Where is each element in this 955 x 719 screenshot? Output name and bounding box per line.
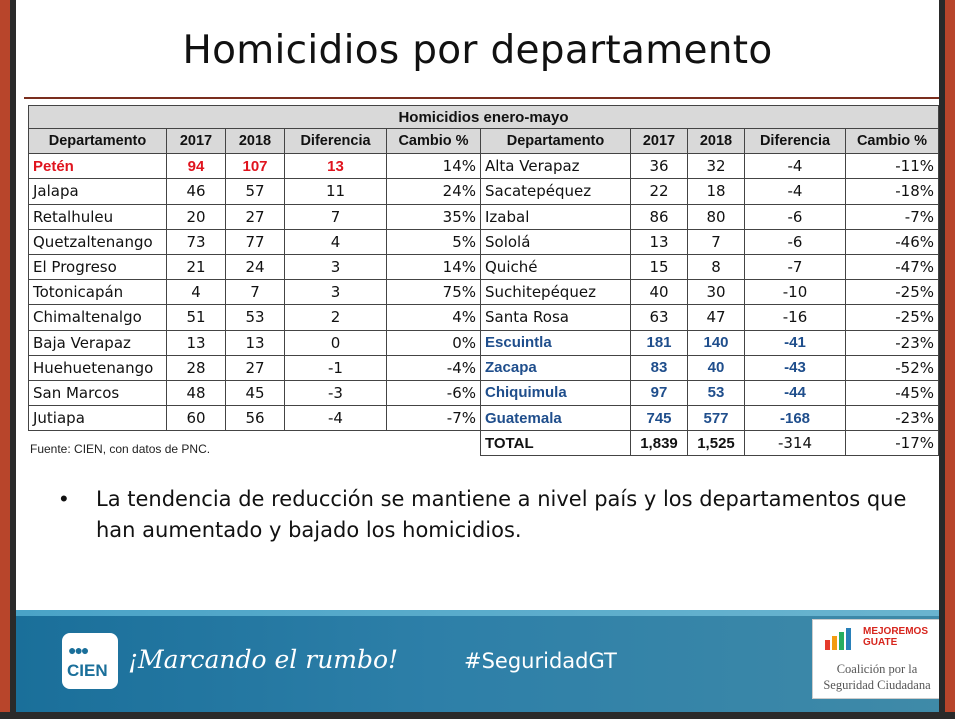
cell-diferencia: 11 xyxy=(285,179,387,204)
total-cell-cambio: -17% xyxy=(846,431,939,456)
cell-2017: 83 xyxy=(631,355,688,380)
table-row xyxy=(29,355,939,380)
table-body xyxy=(29,154,939,456)
cell-departamento: Guatemala xyxy=(481,406,631,431)
cell-departamento: Santa Rosa xyxy=(481,305,631,330)
cell-2018: 577 xyxy=(688,406,745,431)
cell-2017: 97 xyxy=(631,380,688,405)
cell-departamento: Chiquimula xyxy=(481,380,631,405)
table-caption: Homicidios enero-mayo xyxy=(29,106,939,129)
header-2018: 2018 xyxy=(226,129,285,154)
cell-diferencia: 2 xyxy=(285,305,387,330)
cell-2017: 15 xyxy=(631,254,688,279)
cell-departamento: Zacapa xyxy=(481,355,631,380)
table-row xyxy=(29,330,939,355)
cell-2017: 46 xyxy=(167,179,226,204)
partner-text-line2: Seguridad Ciudadana xyxy=(823,678,931,692)
cell-cambio: 14% xyxy=(387,154,481,179)
header-cambio: Cambio % xyxy=(846,129,939,154)
bullet-marker: • xyxy=(60,486,68,511)
cell-2018: 53 xyxy=(688,380,745,405)
cell-cambio: -7% xyxy=(387,406,481,431)
cell-2018: 40 xyxy=(688,355,745,380)
cell-2018: 45 xyxy=(226,380,285,405)
footer-hashtag: #SeguridadGT xyxy=(464,649,617,673)
cell-diferencia: -43 xyxy=(745,355,846,380)
table-row xyxy=(29,406,939,431)
cell-2017: 4 xyxy=(167,280,226,305)
total-cell-2018: 1,525 xyxy=(688,431,745,456)
header-diferencia: Diferencia xyxy=(745,129,846,154)
cell-departamento: Petén xyxy=(29,154,167,179)
cell-2017: 745 xyxy=(631,406,688,431)
cell-diferencia: 3 xyxy=(285,280,387,305)
cell-2018: 24 xyxy=(226,254,285,279)
cell-cambio: -18% xyxy=(846,179,939,204)
cell-departamento: Retalhuleu xyxy=(29,204,167,229)
title-divider xyxy=(24,97,939,99)
cell-diferencia: -6 xyxy=(745,204,846,229)
cell-2017: 20 xyxy=(167,204,226,229)
bullet-text: La tendencia de reducción se mantiene a nivel país y los departamentos que han aumentado y bajado los homicidios. xyxy=(96,487,907,542)
cell-departamento: Sacatepéquez xyxy=(481,179,631,204)
cell-diferencia: -7 xyxy=(745,254,846,279)
header-departamento: Departamento xyxy=(29,129,167,154)
cell-diferencia: -16 xyxy=(745,305,846,330)
cell-departamento: Quiché xyxy=(481,254,631,279)
cien-logo xyxy=(62,633,118,689)
cell-2018: 27 xyxy=(226,355,285,380)
slide-bottom-shadow xyxy=(0,712,955,719)
cell-2018: 56 xyxy=(226,406,285,431)
cell-cambio: 5% xyxy=(387,229,481,254)
cell-diferencia: -4 xyxy=(285,406,387,431)
cell-2018: 107 xyxy=(226,154,285,179)
cell-departamento: Izabal xyxy=(481,204,631,229)
cell-cambio: -45% xyxy=(846,380,939,405)
cell-departamento: Sololá xyxy=(481,229,631,254)
cell-diferencia: 13 xyxy=(285,154,387,179)
cell-2017: 40 xyxy=(631,280,688,305)
cell-cambio: -25% xyxy=(846,305,939,330)
cell-2017: 13 xyxy=(167,330,226,355)
cell-cambio: 35% xyxy=(387,204,481,229)
table-row xyxy=(29,154,939,179)
header-2017: 2017 xyxy=(631,129,688,154)
cell-2018: 77 xyxy=(226,229,285,254)
mejoremos-guate-icon xyxy=(823,626,859,652)
cell-2018: 7 xyxy=(226,280,285,305)
cell-diferencia: 4 xyxy=(285,229,387,254)
cell-2017: 181 xyxy=(631,330,688,355)
blank-cell xyxy=(226,431,285,456)
cell-2018: 13 xyxy=(226,330,285,355)
cell-departamento: Huehuetenango xyxy=(29,355,167,380)
cell-diferencia: -3 xyxy=(285,380,387,405)
cell-2018: 47 xyxy=(688,305,745,330)
table-row xyxy=(29,305,939,330)
header-2018: 2018 xyxy=(688,129,745,154)
cell-diferencia: 3 xyxy=(285,254,387,279)
partner-brand-line2: GUATE xyxy=(863,637,898,648)
cell-cambio: 4% xyxy=(387,305,481,330)
cell-2018: 27 xyxy=(226,204,285,229)
cell-2018: 8 xyxy=(688,254,745,279)
cell-cambio: -23% xyxy=(846,330,939,355)
partner-logo xyxy=(812,619,939,699)
cell-diferencia: -4 xyxy=(745,179,846,204)
cien-logo-dots-icon: ●●● xyxy=(68,642,88,658)
cell-cambio: -52% xyxy=(846,355,939,380)
table-row xyxy=(29,179,939,204)
cell-diferencia: 0 xyxy=(285,330,387,355)
cell-departamento: Quetzaltenango xyxy=(29,229,167,254)
table-row xyxy=(29,204,939,229)
cell-2018: 140 xyxy=(688,330,745,355)
header-2017: 2017 xyxy=(167,129,226,154)
cell-departamento: Suchitepéquez xyxy=(481,280,631,305)
cell-cambio: -4% xyxy=(387,355,481,380)
cell-departamento: Totonicapán xyxy=(29,280,167,305)
cell-cambio: -25% xyxy=(846,280,939,305)
footer-stripe xyxy=(16,610,939,616)
cell-departamento: Baja Verapaz xyxy=(29,330,167,355)
cell-departamento: Alta Verapaz xyxy=(481,154,631,179)
cell-2017: 13 xyxy=(631,229,688,254)
cien-logo-text: CIEN xyxy=(67,661,108,680)
cell-cambio: 0% xyxy=(387,330,481,355)
cell-2017: 73 xyxy=(167,229,226,254)
cell-cambio: -46% xyxy=(846,229,939,254)
cell-2017: 63 xyxy=(631,305,688,330)
cell-diferencia: -10 xyxy=(745,280,846,305)
cell-cambio: 24% xyxy=(387,179,481,204)
blank-cell xyxy=(387,431,481,456)
table-header-row xyxy=(29,129,939,154)
table-row xyxy=(29,254,939,279)
cell-departamento: El Progreso xyxy=(29,254,167,279)
partner-brand-line1: MEJOREMOS xyxy=(863,626,929,637)
cell-2017: 60 xyxy=(167,406,226,431)
cell-2017: 94 xyxy=(167,154,226,179)
partner-text-line1: Coalición por la xyxy=(836,662,918,676)
cell-cambio: 14% xyxy=(387,254,481,279)
cell-cambio: -6% xyxy=(387,380,481,405)
homicides-table xyxy=(28,105,939,456)
table-row xyxy=(29,229,939,254)
cell-diferencia: -6 xyxy=(745,229,846,254)
slide-frame-right-shadow xyxy=(939,0,945,719)
source-note: Fuente: CIEN, con datos de PNC. xyxy=(30,442,211,456)
presentation-slide xyxy=(16,0,939,712)
cell-2017: 51 xyxy=(167,305,226,330)
cell-cambio: 75% xyxy=(387,280,481,305)
table-row xyxy=(29,380,939,405)
cell-2018: 30 xyxy=(688,280,745,305)
cell-cambio: -23% xyxy=(846,406,939,431)
cell-cambio: -7% xyxy=(846,204,939,229)
header-diferencia: Diferencia xyxy=(285,129,387,154)
cell-2018: 18 xyxy=(688,179,745,204)
cell-departamento: San Marcos xyxy=(29,380,167,405)
cell-cambio: -11% xyxy=(846,154,939,179)
slide-title: Homicidios por departamento xyxy=(182,28,773,73)
cell-diferencia: -168 xyxy=(745,406,846,431)
cell-departamento: Escuintla xyxy=(481,330,631,355)
cell-departamento: Jalapa xyxy=(29,179,167,204)
table-row xyxy=(29,280,939,305)
cell-2018: 53 xyxy=(226,305,285,330)
cell-2018: 7 xyxy=(688,229,745,254)
total-cell-diferencia: -314 xyxy=(745,431,846,456)
cell-2018: 57 xyxy=(226,179,285,204)
cell-2018: 32 xyxy=(688,154,745,179)
cell-2017: 86 xyxy=(631,204,688,229)
header-departamento: Departamento xyxy=(481,129,631,154)
cell-diferencia: -41 xyxy=(745,330,846,355)
cell-departamento: Jutiapa xyxy=(29,406,167,431)
cell-2017: 21 xyxy=(167,254,226,279)
total-cell-2017: 1,839 xyxy=(631,431,688,456)
cell-2017: 48 xyxy=(167,380,226,405)
cell-diferencia: -1 xyxy=(285,355,387,380)
cell-2017: 28 xyxy=(167,355,226,380)
cell-diferencia: -4 xyxy=(745,154,846,179)
cell-departamento: Chimaltenalgo xyxy=(29,305,167,330)
cell-2017: 36 xyxy=(631,154,688,179)
header-cambio: Cambio % xyxy=(387,129,481,154)
blank-cell xyxy=(285,431,387,456)
cell-cambio: -47% xyxy=(846,254,939,279)
footer-slogan: ¡Marcando el rumbo! xyxy=(128,645,399,674)
cell-2018: 80 xyxy=(688,204,745,229)
total-cell-departamento: TOTAL xyxy=(481,431,631,456)
cell-diferencia: -44 xyxy=(745,380,846,405)
cell-diferencia: 7 xyxy=(285,204,387,229)
cell-2017: 22 xyxy=(631,179,688,204)
